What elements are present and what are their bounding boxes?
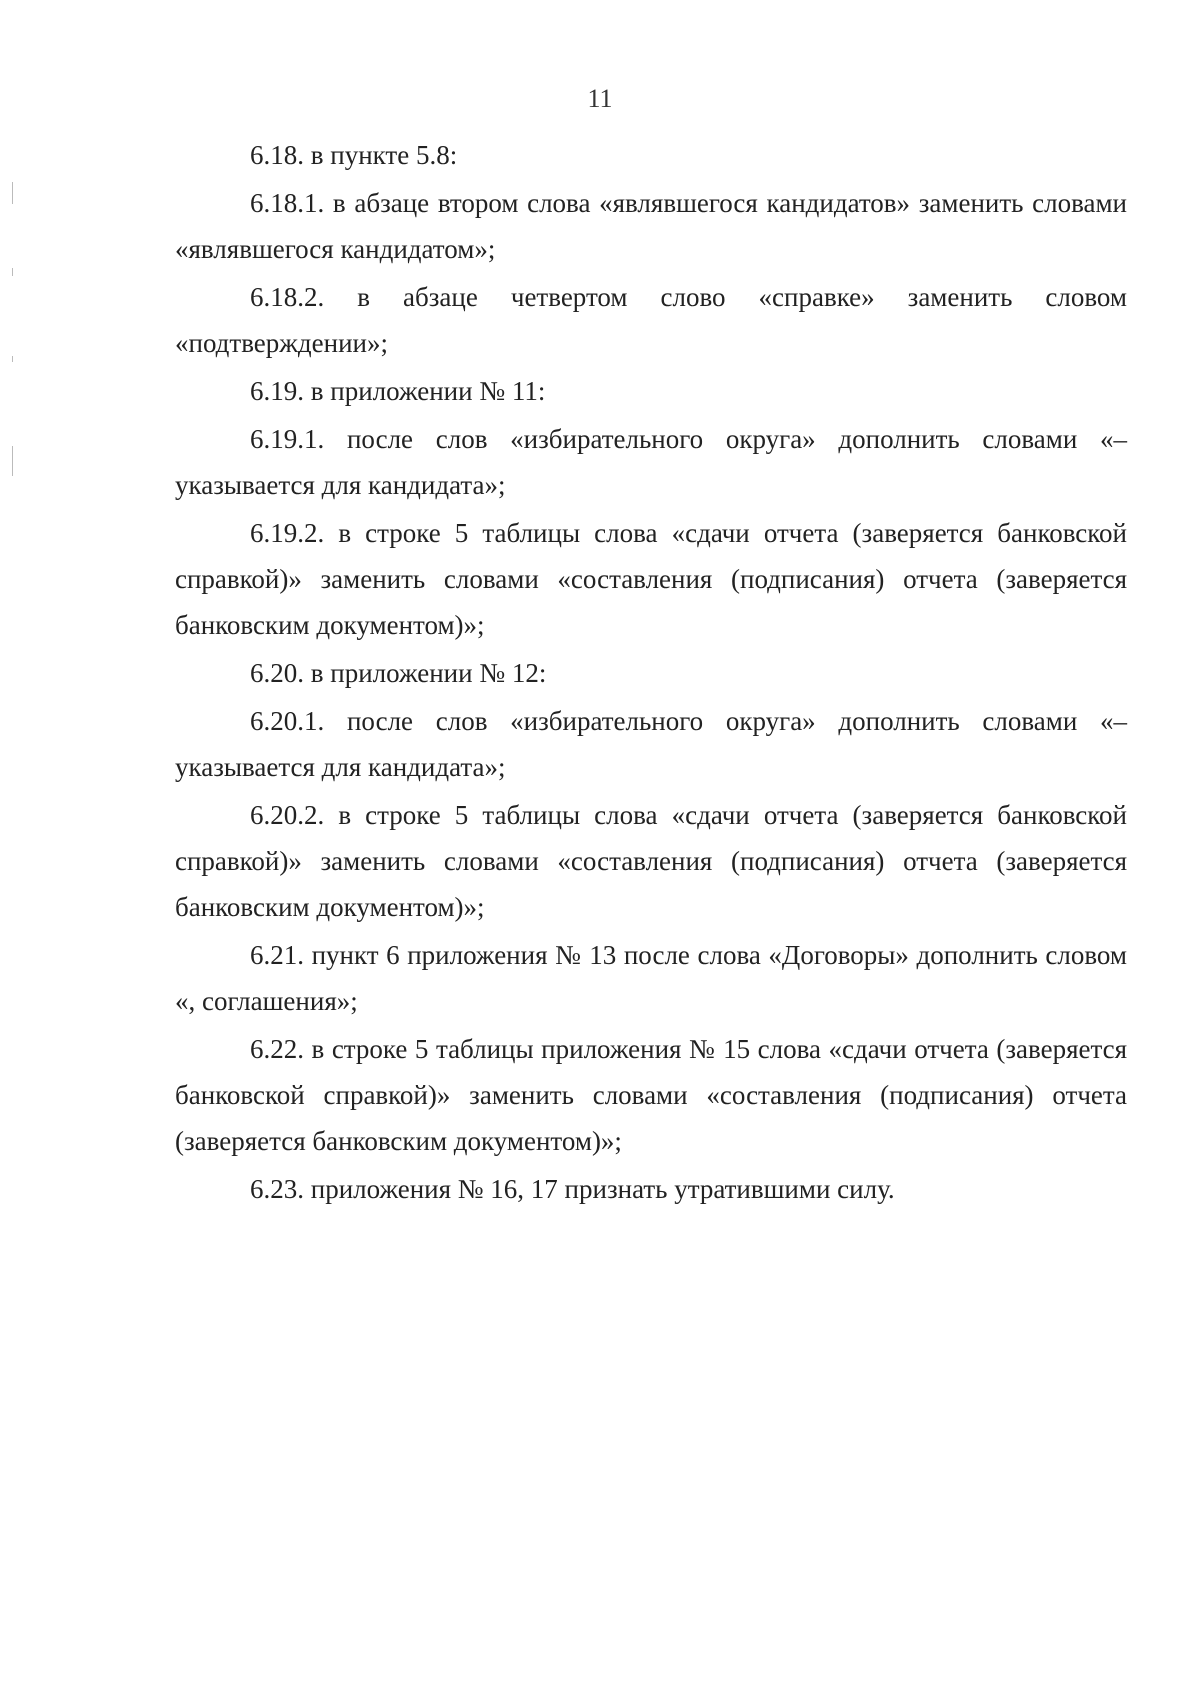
scan-margin-mark: [12, 356, 13, 362]
document-body: [175, 132, 1127, 1214]
scan-margin-mark: [12, 446, 13, 476]
paragraph-6-20-2: 6.20.2. в строке 5 таблицы слова «сдачи отчета (заверяется банковской справкой)» заменить словами «составления (подписания) отчета (заверяется банковским документом)»;: [175, 800, 1127, 922]
paragraph-6-18-2: 6.18.2. в абзаце четвертом слово «справке» заменить словом «подтверждении»;: [175, 282, 1127, 358]
paragraph-6-18-1: 6.18.1. в абзаце втором слова «являвшегося кандидатов» заменить словами «являвшегося кандидатом»;: [175, 188, 1127, 264]
paragraph-6-18: 6.18. в пункте 5.8:: [250, 140, 458, 170]
paragraph-6-20-1: 6.20.1. после слов «избирательного округа» дополнить словами «– указывается для кандидата»;: [175, 706, 1127, 782]
paragraph-6-19-2: 6.19.2. в строке 5 таблицы слова «сдачи отчета (заверяется банковской справкой)» заменить словами «составления (подписания) отчета (заверяется банковским документом)»;: [175, 518, 1127, 640]
page-number: 11: [587, 84, 613, 113]
paragraph-6-19-1: 6.19.1. после слов «избирательного округа» дополнить словами «– указывается для кандидата»;: [175, 424, 1127, 500]
paragraph-6-21: 6.21. пункт 6 приложения № 13 после слова «Договоры» дополнить словом «, соглашения»;: [175, 940, 1127, 1016]
paragraph-6-23: 6.23. приложения № 16, 17 признать утратившими силу.: [250, 1174, 895, 1204]
scan-margin-mark: [12, 182, 13, 204]
paragraph-6-19: 6.19. в приложении № 11:: [250, 376, 546, 406]
paragraph-6-20: 6.20. в приложении № 12:: [250, 658, 547, 688]
scan-margin-mark: [12, 268, 13, 276]
paragraph-6-22: 6.22. в строке 5 таблицы приложения № 15 слова «сдачи отчета (заверяется банковской справкой)» заменить словами «составления (подписания) отчета (заверяется банковским документом)»;: [175, 1034, 1127, 1156]
